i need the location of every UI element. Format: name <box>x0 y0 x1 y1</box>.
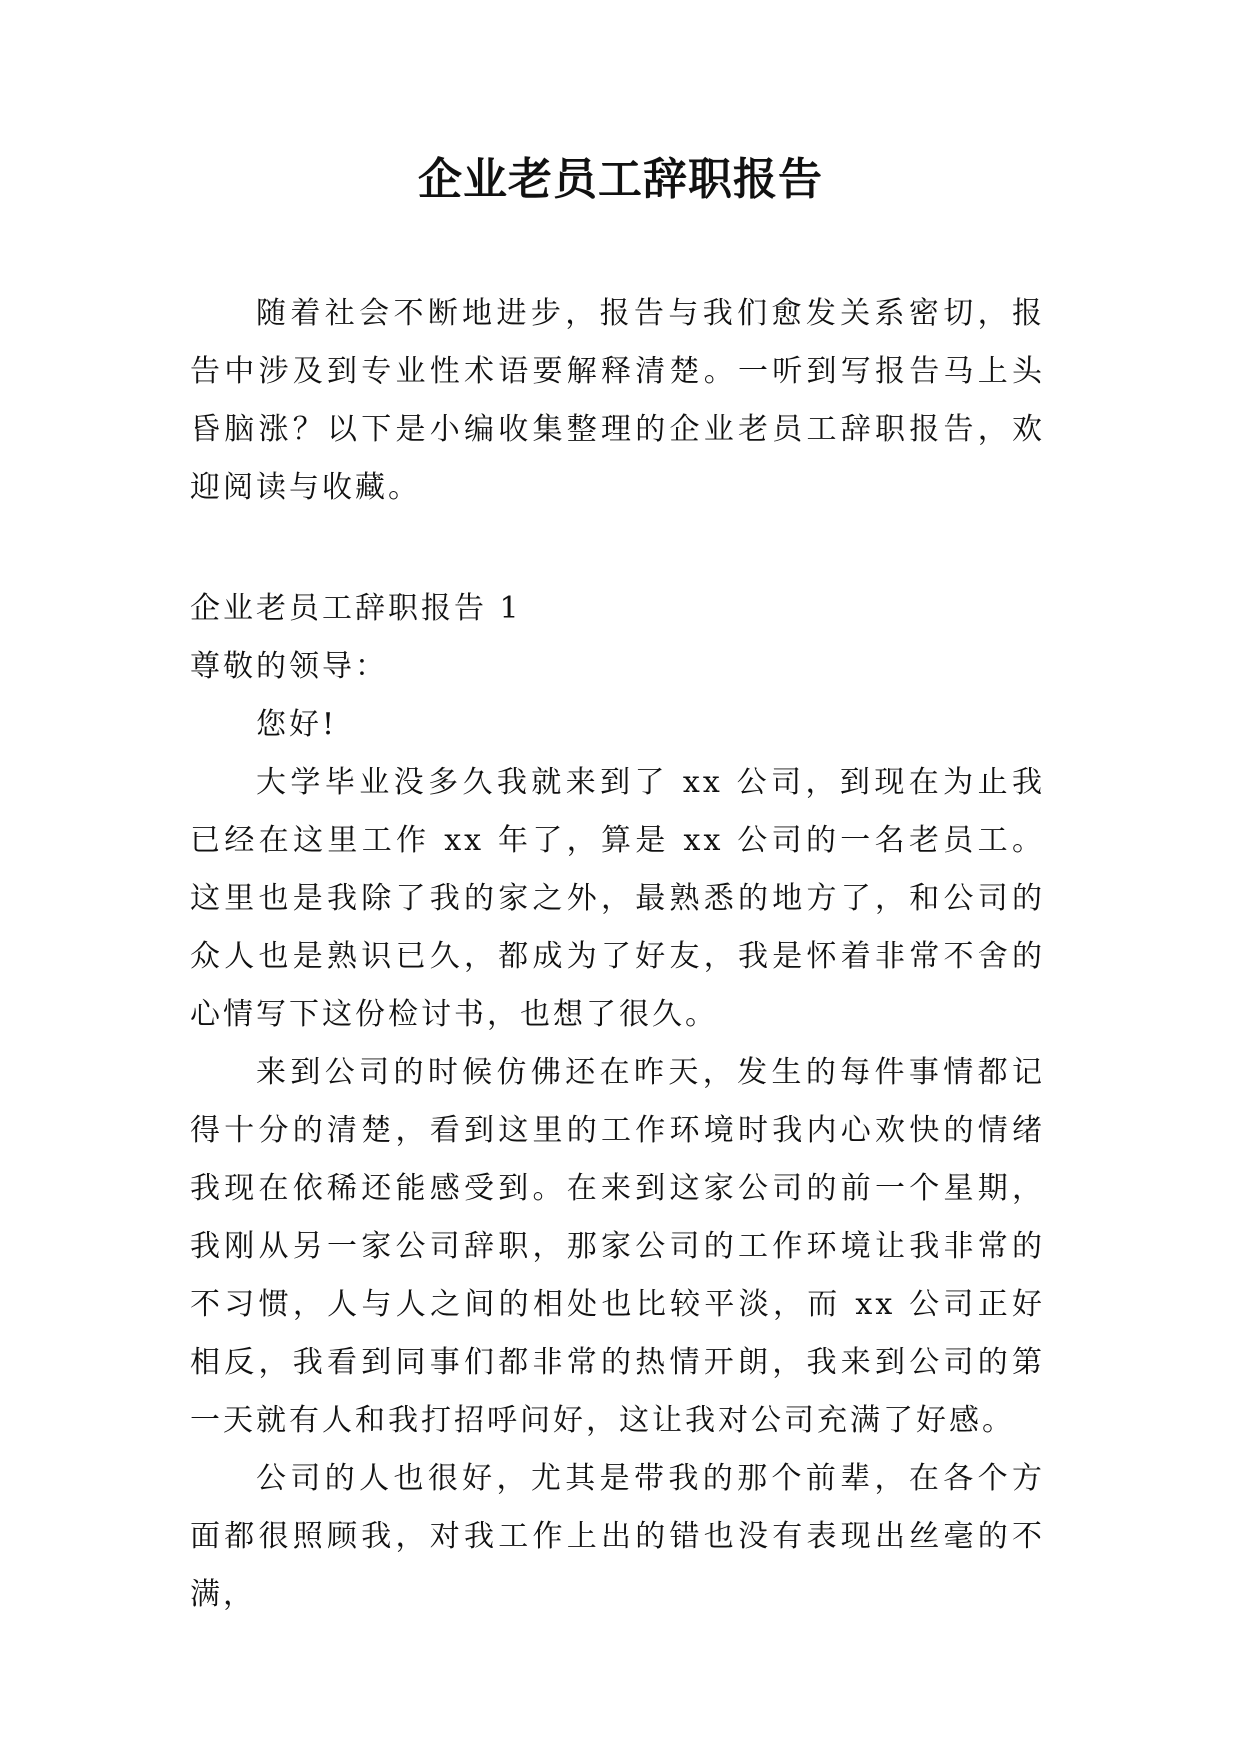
greeting: 您好! <box>256 707 338 742</box>
section-heading: 企业老员工辞职报告 1 <box>190 591 522 626</box>
body-paragraph-1: 大学毕业没多久我就来到了 xx 公司，到现在为止我已经在这里工作 xx 年了，算是 xx 公司的一名老员工。这里也是我除了我的家之外，最熟悉的地方了，和公司的众人也是熟识已久，都成为了好友，我是怀着非常不舍的心情写下这份检讨书，也想了很久。 <box>190 765 1045 1032</box>
intro-paragraph: 随着社会不断地进步，报告与我们愈发关系密切，报告中涉及到专业性术语要解释清楚。一听到写报告马上头昏脑涨？以下是小编收集整理的企业老员工辞职报告，欢迎阅读与收藏。 <box>190 296 1045 505</box>
body-paragraph-2: 来到公司的时候仿佛还在昨天，发生的每件事情都记得十分的清楚，看到这里的工作环境时我内心欢快的情绪我现在依稀还能感受到。在来到这家公司的前一个星期，我刚从另一家公司辞职，那家公司的工作环境让我非常的不习惯，人与人之间的相处也比较平淡，而 xx 公司正好相反，我看到同事们都非常的热情开朗，我来到公司的第一天就有人和我打招呼问好，这让我对公司充满了好感。 <box>190 1055 1045 1438</box>
document-title: 企业老员工辞职报告 <box>418 154 823 205</box>
salutation: 尊敬的领导： <box>190 649 388 684</box>
body-paragraph-3: 公司的人也很好，尤其是带我的那个前辈，在各个方面都很照顾我，对我工作上出的错也没有表现出丝毫的不满， <box>190 1461 1045 1612</box>
